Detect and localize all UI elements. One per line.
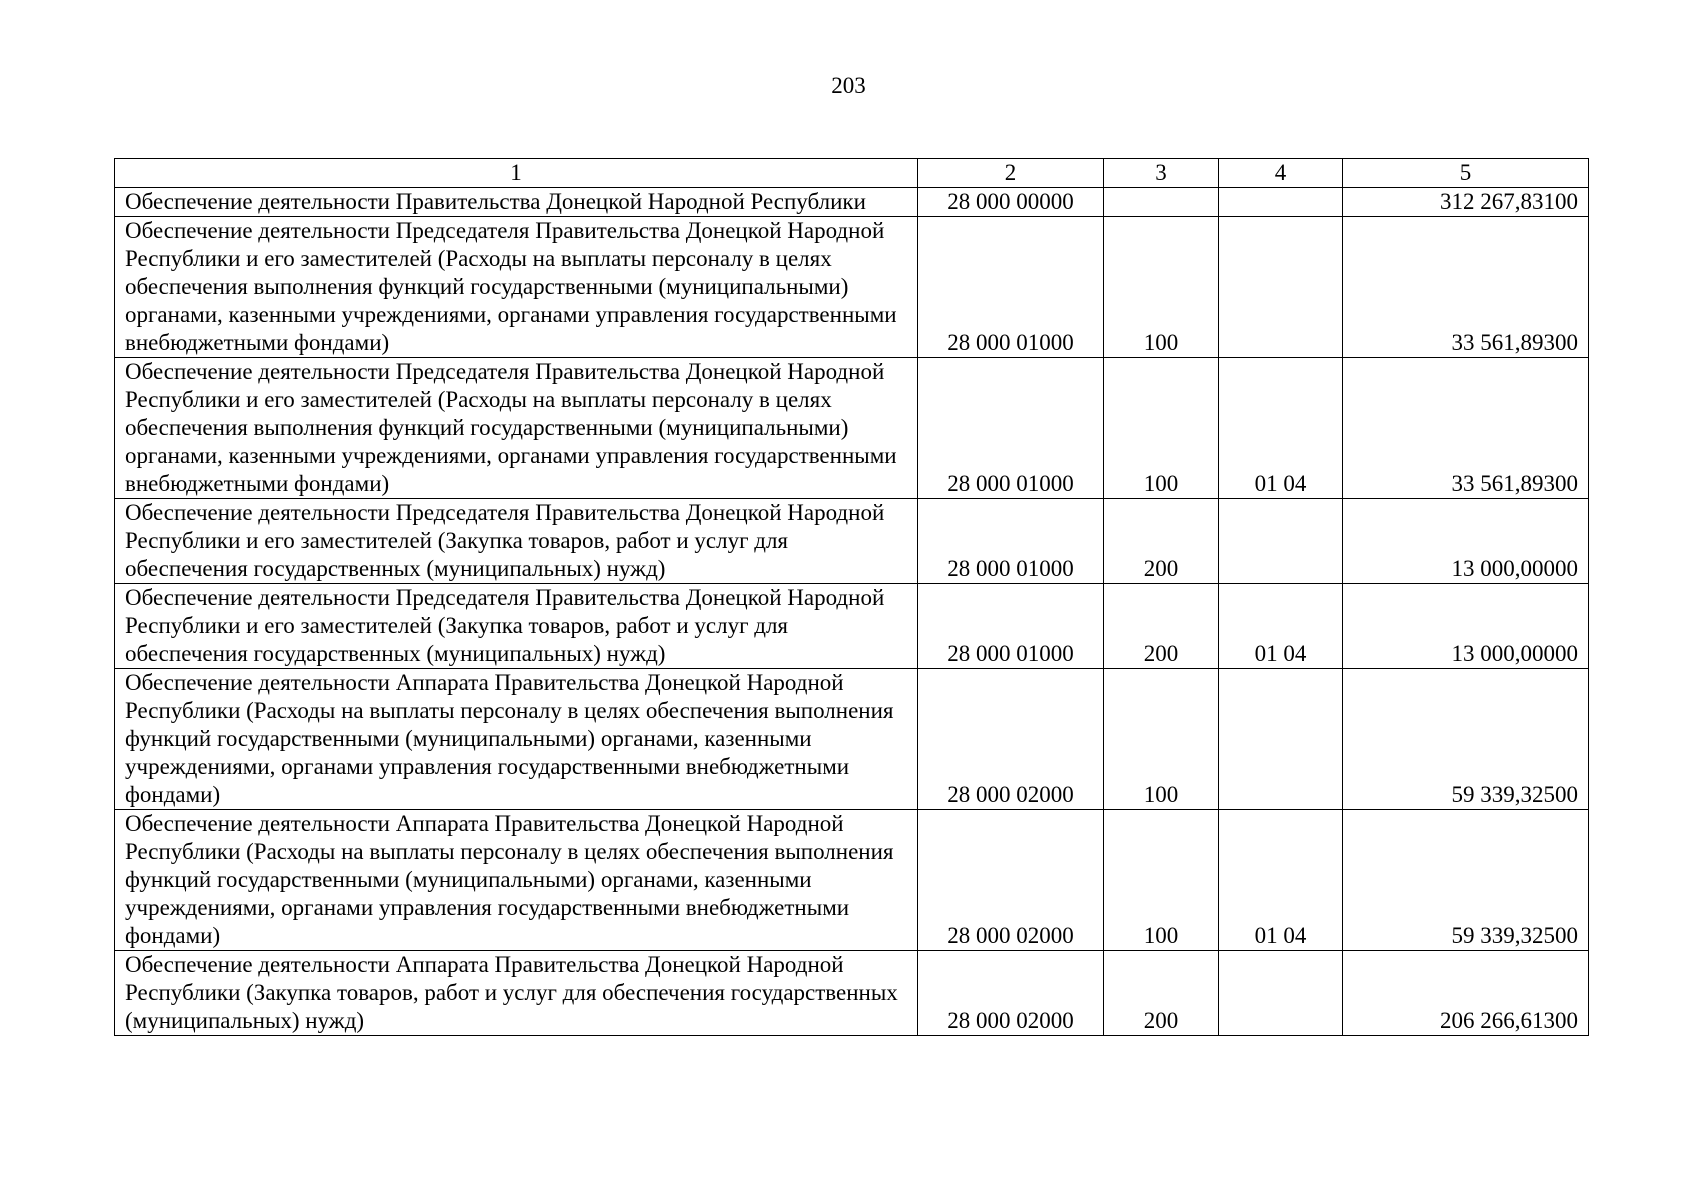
table-row — [115, 188, 1589, 217]
header-col-4: 4 — [1219, 159, 1343, 188]
row-sum: 13 000,00000 — [1343, 499, 1589, 584]
row-name: Обеспечение деятельности Председателя Правительства Донецкой Народной Республики и его заместителей (Расходы на выплаты персоналу в целях обеспечения выполнения функций государственными (муниципальными) органами, казенными учреждениями, органами управления государственными внебюджетными фондами) — [115, 217, 918, 358]
row-name: Обеспечение деятельности Аппарата Правительства Донецкой Народной Республики (Расходы на выплаты персоналу в целях обеспечения выполнения функций государственными (муниципальными) органами, казенными учреждениями, органами управления государственными внебюджетными фондами) — [115, 669, 918, 810]
row-sum: 33 561,89300 — [1343, 358, 1589, 499]
row-expense-type: 100 — [1104, 810, 1219, 951]
row-section: 01 04 — [1219, 358, 1343, 499]
budget-table — [114, 158, 1589, 1036]
row-sum: 59 339,32500 — [1343, 810, 1589, 951]
row-section — [1219, 951, 1343, 1036]
table-row — [115, 358, 1589, 499]
row-expense-type: 200 — [1104, 584, 1219, 669]
row-sum: 59 339,32500 — [1343, 669, 1589, 810]
row-section — [1219, 499, 1343, 584]
header-col-5: 5 — [1343, 159, 1589, 188]
row-name: Обеспечение деятельности Председателя Правительства Донецкой Народной Республики и его заместителей (Расходы на выплаты персоналу в целях обеспечения выполнения функций государственными (муниципальными) органами, казенными учреждениями, органами управления государственными внебюджетными фондами) — [115, 358, 918, 499]
row-expense-type: 200 — [1104, 951, 1219, 1036]
header-col-2: 2 — [918, 159, 1104, 188]
row-section — [1219, 217, 1343, 358]
header-row — [115, 159, 1589, 188]
row-name: Обеспечение деятельности Аппарата Правительства Донецкой Народной Республики (Закупка товаров, работ и услуг для обеспечения государственных (муниципальных) нужд) — [115, 951, 918, 1036]
row-section — [1219, 669, 1343, 810]
table-row — [115, 810, 1589, 951]
row-name: Обеспечение деятельности Правительства Донецкой Народной Республики — [115, 188, 918, 217]
row-target-code: 28 000 02000 — [918, 951, 1104, 1036]
row-target-code: 28 000 01000 — [918, 584, 1104, 669]
row-expense-type: 100 — [1104, 217, 1219, 358]
row-name: Обеспечение деятельности Председателя Правительства Донецкой Народной Республики и его заместителей (Закупка товаров, работ и услуг для обеспечения государственных (муниципальных) нужд) — [115, 584, 918, 669]
row-section — [1219, 188, 1343, 217]
row-sum: 13 000,00000 — [1343, 584, 1589, 669]
row-target-code: 28 000 01000 — [918, 217, 1104, 358]
row-target-code: 28 000 02000 — [918, 810, 1104, 951]
table-row — [115, 584, 1589, 669]
row-name: Обеспечение деятельности Председателя Правительства Донецкой Народной Республики и его заместителей (Закупка товаров, работ и услуг для обеспечения государственных (муниципальных) нужд) — [115, 499, 918, 584]
table-row — [115, 951, 1589, 1036]
row-section: 01 04 — [1219, 584, 1343, 669]
row-target-code: 28 000 01000 — [918, 358, 1104, 499]
row-expense-type — [1104, 188, 1219, 217]
table-row — [115, 499, 1589, 584]
page-number: 203 — [831, 73, 866, 98]
row-sum: 206 266,61300 — [1343, 951, 1589, 1036]
row-sum: 33 561,89300 — [1343, 217, 1589, 358]
row-target-code: 28 000 01000 — [918, 499, 1104, 584]
row-expense-type: 200 — [1104, 499, 1219, 584]
header-col-1: 1 — [115, 159, 918, 188]
row-expense-type: 100 — [1104, 669, 1219, 810]
row-section: 01 04 — [1219, 810, 1343, 951]
row-target-code: 28 000 00000 — [918, 188, 1104, 217]
table-row — [115, 217, 1589, 358]
row-expense-type: 100 — [1104, 358, 1219, 499]
row-sum: 312 267,83100 — [1343, 188, 1589, 217]
table-row — [115, 669, 1589, 810]
row-target-code: 28 000 02000 — [918, 669, 1104, 810]
header-col-3: 3 — [1104, 159, 1219, 188]
row-name: Обеспечение деятельности Аппарата Правительства Донецкой Народной Республики (Расходы на выплаты персоналу в целях обеспечения выполнения функций государственными (муниципальными) органами, казенными учреждениями, органами управления государственными внебюджетными фондами) — [115, 810, 918, 951]
